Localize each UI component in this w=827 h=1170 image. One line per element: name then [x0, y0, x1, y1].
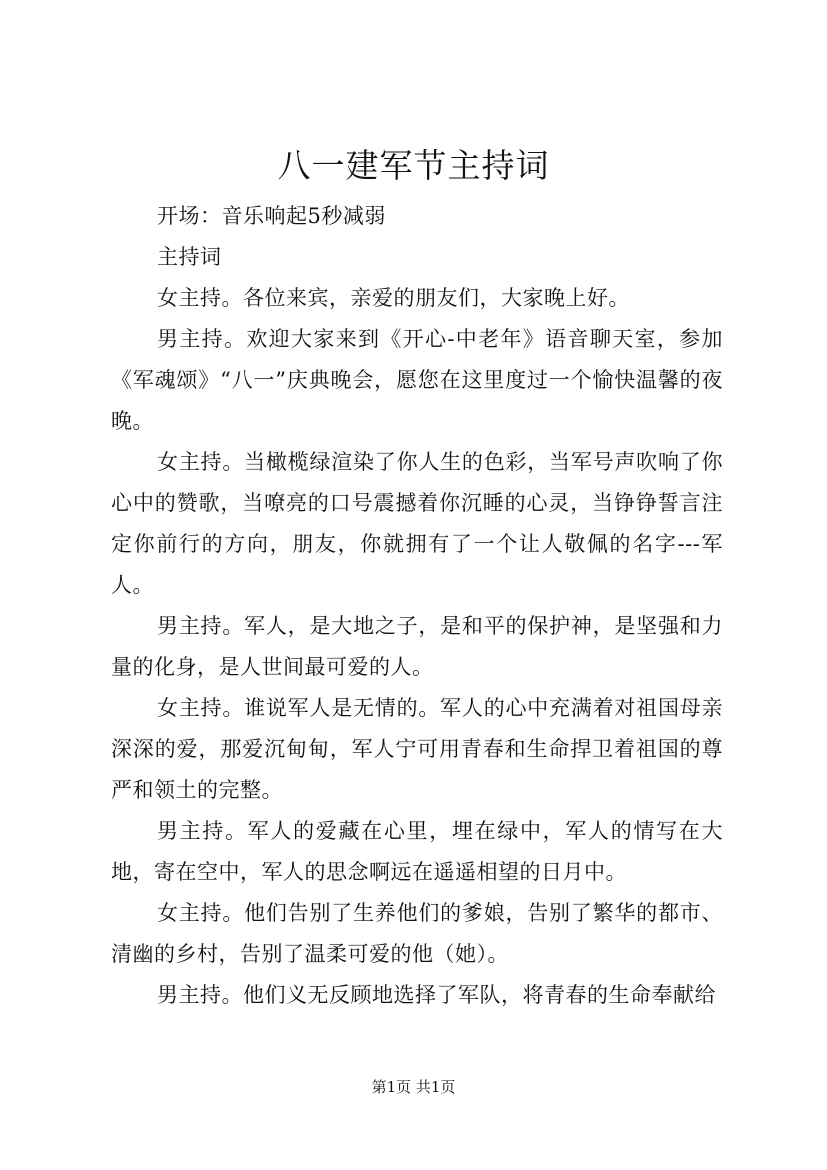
paragraph-heading: 主持词	[157, 245, 222, 269]
document-body	[111, 196, 723, 1016]
paragraph: 女主持。他们告别了生养他们的爹娘，告别了繁华的都市、清幽的乡村，告别了温柔可爱的他（她）。	[111, 901, 723, 966]
document-title: 八一建军节主持词	[277, 146, 550, 185]
paragraph: 男主持。欢迎大家来到《开心-中老年》语音聊天室，参加《军魂颂》“八一”庆典晚会，愿您在这里度过一个愉快温馨的夜晚。	[111, 327, 723, 433]
paragraph: 男主持。军人，是大地之子，是和平的保护神，是坚强和力量的化身，是人世间最可爱的人。	[111, 614, 723, 679]
paragraph: 女主持。各位来宾，亲爱的朋友们，大家晚上好。	[157, 286, 630, 310]
paragraph: 女主持。当橄榄绿渲染了你人生的色彩，当军号声吹响了你心中的赞歌，当嘹亮的口号震撼着你沉睡的心灵，当铮铮誓言注定你前行的方向，朋友，你就拥有了一个让人敬佩的名字---军人。	[111, 450, 723, 597]
paragraph: 女主持。谁说军人是无情的。军人的心中充满着对祖国母亲深深的爱，那爱沉甸甸，军人宁可用青春和生命捍卫着祖国的尊严和领土的完整。	[111, 696, 723, 802]
paragraph: 男主持。他们义无反顾地选择了军队，将青春的生命奉献给	[157, 983, 716, 1007]
paragraph-opening: 开场：音乐响起5秒减弱	[157, 204, 386, 228]
page-footer: 第1页 共1页	[371, 1078, 456, 1096]
paragraph: 男主持。军人的爱藏在心里，埋在绿中，军人的情写在大地，寄在空中，军人的思念啊远在遥遥相望的日月中。	[111, 819, 723, 884]
